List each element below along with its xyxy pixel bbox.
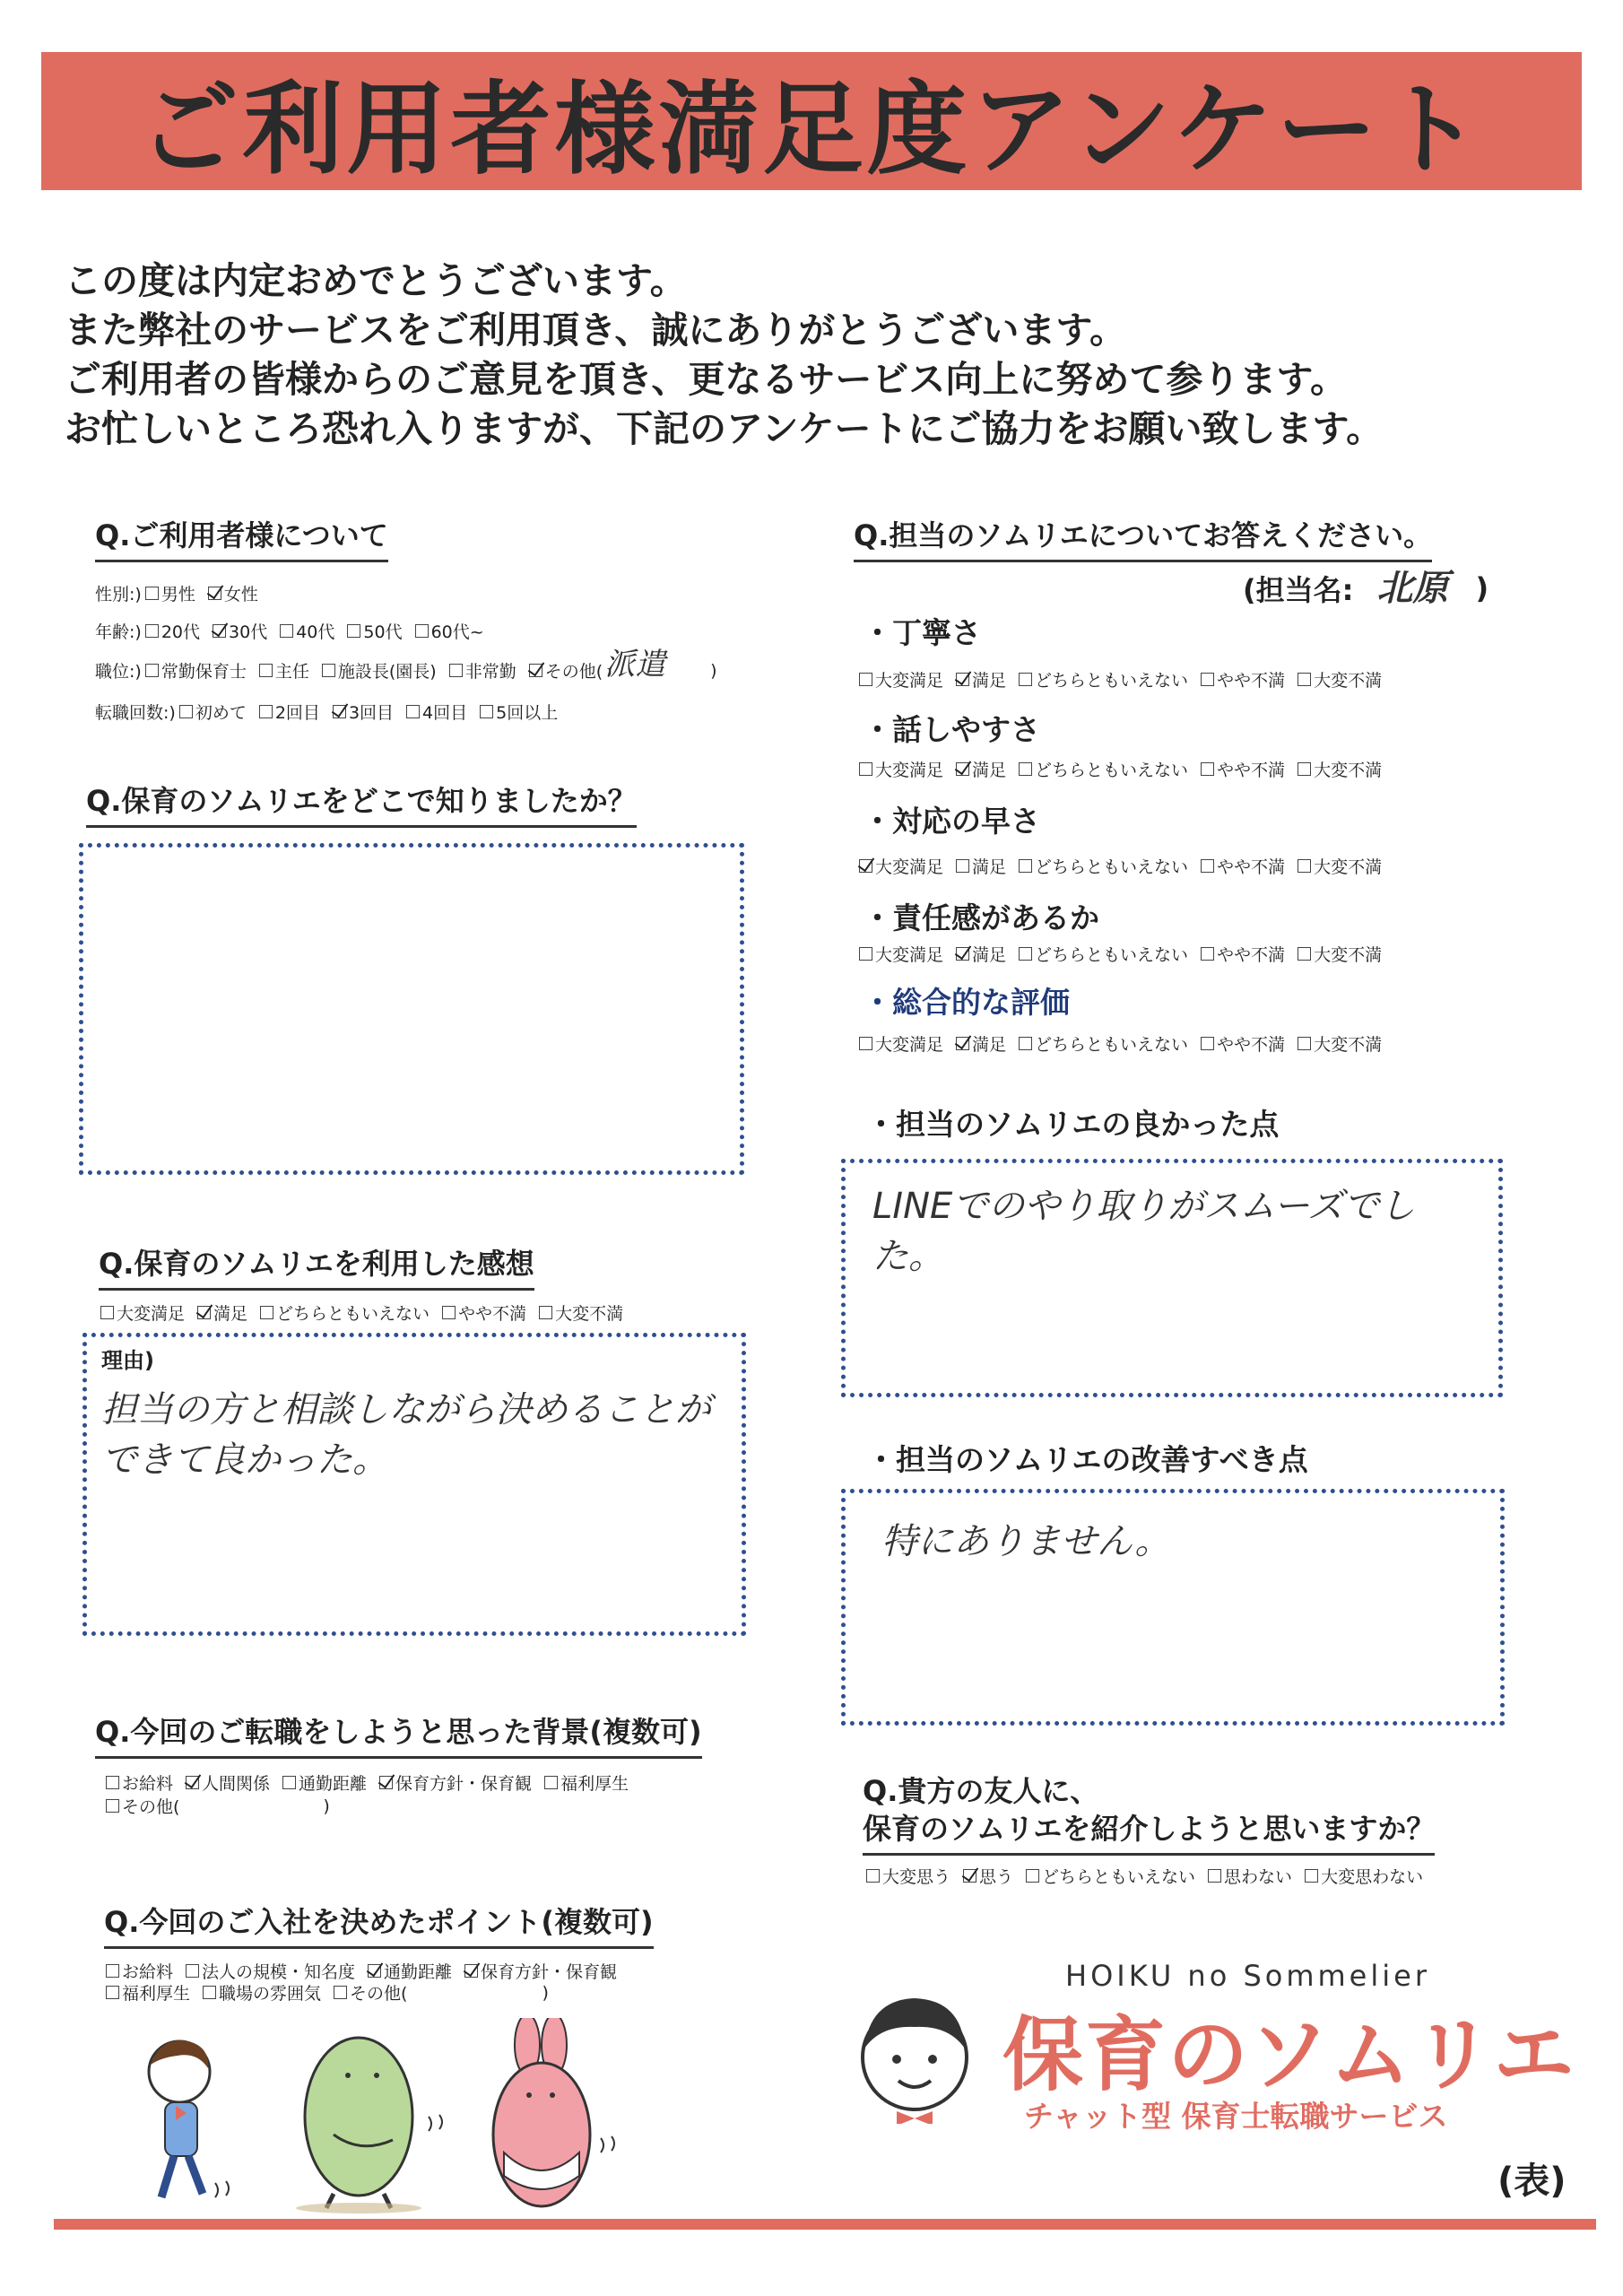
option-label: 60代~	[430, 622, 484, 642]
good-points-answer-box[interactable]	[841, 1159, 1503, 1397]
changes-row	[95, 700, 570, 724]
checkbox[interactable]	[282, 1776, 296, 1789]
checkbox[interactable]	[106, 1986, 119, 1999]
sommelier-heading: Q.担当のソムリエについてお答えください。	[854, 513, 1432, 562]
checkbox[interactable]	[280, 624, 293, 638]
impression-heading: Q.保育のソムリエを利用した感想	[99, 1241, 534, 1291]
option-label: 大変不満	[1314, 857, 1383, 877]
checkbox[interactable]	[1298, 859, 1311, 873]
recommend-heading-line2: 保育のソムリエを紹介しようと思いますか？	[863, 1806, 1435, 1856]
good-points-heading: ・担当のソムリエの良かった点	[866, 1107, 1280, 1142]
option-label: その他(	[544, 662, 603, 682]
checkbox[interactable]	[1298, 673, 1311, 686]
option-label: 通勤距離	[299, 1774, 368, 1794]
option-label: 4回目	[422, 703, 468, 723]
option-label: 通勤距離	[384, 1962, 453, 1982]
checkbox[interactable]	[106, 1964, 119, 1978]
footer-rule	[54, 2219, 1596, 2230]
checkbox[interactable]	[179, 705, 193, 718]
option-label: 大変不満	[555, 1304, 624, 1324]
checkbox[interactable]	[1026, 1869, 1039, 1883]
checkbox[interactable]	[100, 1306, 114, 1319]
option-label: 保育方針・保育観	[395, 1774, 533, 1794]
option-label: どちらともいえない	[1035, 857, 1189, 877]
checkbox[interactable]	[145, 587, 159, 600]
reason-line: 担当の方と相談しながら決めることが	[101, 1389, 711, 1431]
checkbox[interactable]	[145, 664, 159, 677]
checkbox[interactable]	[859, 1037, 872, 1050]
option-label: 福利厚生	[560, 1774, 629, 1794]
sommelier-name-value[interactable]: 北原	[1376, 568, 1449, 609]
improve-points-heading: ・担当のソムリエの改善すべき点	[866, 1442, 1308, 1477]
option-label: 50代	[363, 622, 403, 642]
paren-close: )	[542, 1982, 549, 2003]
checkbox[interactable]	[145, 624, 159, 638]
rating-options	[859, 757, 1394, 781]
reason-label: 理由)	[101, 1348, 154, 1373]
checkbox[interactable]	[333, 705, 346, 718]
option-label: 2回目	[274, 703, 320, 723]
checkbox[interactable]	[1298, 1037, 1311, 1050]
option-label: やや不満	[1217, 761, 1286, 780]
option-label: 満足	[972, 671, 1007, 691]
option-label: 大変不満	[1314, 761, 1383, 780]
option-label: 保育方針・保育観	[481, 1962, 618, 1982]
age-label: 年齢:)	[95, 622, 142, 642]
intro-text	[65, 257, 1571, 454]
title-banner	[41, 52, 1582, 190]
option-label: どちらともいえない	[1042, 1867, 1196, 1887]
recommend-options	[866, 1864, 1436, 1888]
option-label: お給料	[122, 1774, 174, 1794]
logo-face-icon	[843, 1980, 986, 2124]
checkbox[interactable]	[106, 1799, 119, 1813]
option-label: 大変満足	[875, 671, 944, 691]
option-label: その他(	[122, 1797, 180, 1817]
option-label: 法人の規模・知名度	[202, 1962, 356, 1982]
rabbit-character-icon	[493, 2018, 614, 2206]
checkbox[interactable]	[859, 762, 872, 776]
improve-points-answer: 特にありません。	[881, 1521, 1171, 1562]
decision-options-row2	[106, 1980, 561, 2005]
checkbox[interactable]	[1019, 947, 1032, 961]
paren-close: )	[323, 1796, 330, 1816]
background-heading: Q.今回のご転職をしようと思った背景(複数可)	[95, 1709, 702, 1759]
where-known-heading: Q.保育のソムリエをどこで知りましたか？	[86, 778, 637, 828]
option-label: 大変満足	[117, 1304, 186, 1324]
option-label: 女性	[223, 585, 258, 604]
position-row	[95, 646, 730, 683]
checkbox[interactable]	[106, 1776, 119, 1789]
reason-line: できて良かった。	[101, 1439, 388, 1481]
checkbox[interactable]	[539, 1306, 552, 1319]
option-label: 30代	[229, 622, 268, 642]
option-label: 施設長(園長)	[337, 662, 437, 682]
option-label: どちらともいえない	[1035, 1035, 1189, 1055]
checkbox[interactable]	[1208, 1869, 1221, 1883]
option-label: 大変不満	[1314, 1035, 1383, 1055]
checkbox[interactable]	[259, 705, 273, 718]
option-label: 満足	[972, 1035, 1007, 1055]
option-label: どちらともいえない	[1035, 761, 1189, 780]
checkbox[interactable]	[442, 1306, 456, 1319]
page-marker: (表)	[1497, 2161, 1567, 2202]
paren-close: )	[710, 660, 717, 681]
checkbox[interactable]	[322, 664, 335, 677]
sommelier-name-label: (担当名:	[1243, 573, 1354, 607]
page-title: ご利用者様満足度アンケート	[138, 71, 1485, 188]
checkbox[interactable]	[260, 1306, 273, 1319]
checkbox[interactable]	[347, 624, 360, 638]
option-label: 大変思わない	[1321, 1867, 1424, 1887]
gender-label: 性別:)	[95, 585, 142, 604]
checkbox[interactable]	[529, 664, 542, 677]
option-label: どちらともいえない	[1035, 945, 1189, 965]
checkbox[interactable]	[956, 673, 969, 686]
bean-character-icon	[296, 2038, 442, 2213]
checkbox[interactable]	[1298, 947, 1311, 961]
rating-item-title: ・対応の早さ	[863, 804, 1040, 839]
checkbox[interactable]	[415, 624, 429, 638]
sommelier-name-row	[1243, 563, 1488, 613]
checkbox[interactable]	[1201, 762, 1214, 776]
rating-item-title: ・総合的な評価	[863, 985, 1070, 1020]
checkbox[interactable]	[379, 1776, 393, 1789]
logo-name: 保育のソムリエ	[1002, 2008, 1576, 2102]
checkbox[interactable]	[859, 673, 872, 686]
recommend-heading-line1: Q.貴方の友人に、	[863, 1774, 1099, 1808]
gender-row	[95, 581, 271, 605]
intro-line: お忙しいところ恐れ入りますが、下記のアンケートにご協力をお願い致します。	[65, 407, 1384, 450]
option-label: 大変満足	[875, 945, 944, 965]
checkbox[interactable]	[449, 664, 463, 677]
checkbox[interactable]	[866, 1869, 880, 1883]
checkbox[interactable]	[213, 624, 226, 638]
checkbox[interactable]	[1201, 947, 1214, 961]
rating-options	[859, 667, 1394, 691]
rating-options	[859, 1031, 1394, 1056]
option-label: 大変満足	[875, 761, 944, 780]
checkbox[interactable]	[1201, 673, 1214, 686]
option-label: 満足	[972, 761, 1007, 780]
option-label: 20代	[161, 622, 201, 642]
intro-line: また弊社のサービスをご利用頂き、誠にありがとうございます。	[65, 309, 1127, 352]
checkbox[interactable]	[956, 762, 969, 776]
checkbox[interactable]	[1298, 762, 1311, 776]
checkbox[interactable]	[203, 1986, 216, 1999]
improve-points-answer-box[interactable]	[841, 1489, 1505, 1726]
checkbox[interactable]	[859, 947, 872, 961]
option-label: 男性	[161, 585, 195, 604]
option-label: 40代	[296, 622, 335, 642]
option-label: 思う	[979, 1867, 1014, 1887]
option-label: 5回以上	[496, 703, 559, 723]
rating-item-title: ・丁寧さ	[863, 615, 981, 650]
checkbox[interactable]	[1201, 1037, 1214, 1050]
checkbox[interactable]	[956, 947, 969, 961]
characters-illustration	[99, 2018, 628, 2217]
checkbox[interactable]	[956, 1037, 969, 1050]
option-label: 満足	[972, 945, 1007, 965]
checkbox[interactable]	[956, 859, 969, 873]
option-label: やや不満	[458, 1304, 527, 1324]
checkbox[interactable]	[1019, 859, 1032, 873]
user-heading: Q.ご利用者様について	[95, 513, 388, 562]
position-label: 職位:)	[95, 662, 142, 682]
option-label: 職場の雰囲気	[219, 1984, 322, 2004]
checkbox[interactable]	[1305, 1869, 1318, 1883]
background-options	[106, 1770, 641, 1795]
option-label: 初めて	[195, 703, 247, 723]
rating-options	[859, 854, 1394, 878]
option-label: 3回目	[348, 703, 395, 723]
impression-options	[100, 1300, 636, 1325]
checkbox[interactable]	[1019, 762, 1032, 776]
changes-label: 転職回数:)	[95, 703, 176, 723]
option-label: 大変思う	[882, 1867, 951, 1887]
option-label: 大変満足	[875, 857, 944, 877]
intro-line: この度は内定おめでとうございます。	[65, 259, 687, 302]
option-label: 大変不満	[1314, 945, 1383, 965]
checkbox[interactable]	[186, 1964, 199, 1978]
checkbox[interactable]	[334, 1986, 347, 1999]
decision-heading: Q.今回のご入社を決めたポイント(複数可)	[104, 1900, 654, 1949]
option-label: 非常勤	[464, 662, 516, 682]
decision-options-row1	[106, 1959, 629, 1983]
checkbox[interactable]	[197, 1306, 211, 1319]
checkbox[interactable]	[464, 1964, 478, 1978]
rating-item-title: ・責任感があるか	[863, 900, 1099, 935]
option-label: やや不満	[1217, 1035, 1286, 1055]
impression-reason-box[interactable]	[82, 1333, 746, 1636]
checkbox[interactable]	[1019, 1037, 1032, 1050]
option-label: 大変満足	[875, 1035, 944, 1055]
rating-options	[859, 942, 1394, 966]
logo-tagline: チャット型 保育士転職サービス	[1024, 2099, 1448, 2134]
boy-character-icon	[149, 2040, 229, 2197]
option-label: 思わない	[1224, 1867, 1293, 1887]
intro-line: ご利用者の皆様からのご意見を頂き、更なるサービス向上に努めて参ります。	[65, 358, 1348, 401]
option-label: やや不満	[1217, 857, 1286, 877]
option-label: その他(	[350, 1984, 408, 2004]
option-label: やや不満	[1217, 945, 1286, 965]
age-row	[95, 619, 497, 643]
option-label: やや不満	[1217, 671, 1286, 691]
background-other-row	[106, 1794, 343, 1818]
option-label: 満足	[972, 857, 1007, 877]
paren-close: )	[1475, 571, 1489, 605]
option-label: 主任	[274, 662, 309, 682]
checkbox[interactable]	[963, 1869, 976, 1883]
checkbox[interactable]	[406, 705, 420, 718]
checkbox[interactable]	[368, 1964, 381, 1978]
logo-subtitle: HOIKU no Sommelier	[1065, 1959, 1430, 1993]
rating-item-title: ・話しやすさ	[863, 712, 1040, 747]
checkbox[interactable]	[186, 1776, 199, 1789]
position-other-value[interactable]: 派遣	[604, 646, 666, 683]
checkbox[interactable]	[208, 587, 221, 600]
checkbox[interactable]	[1201, 859, 1214, 873]
option-label: どちらともいえない	[276, 1304, 430, 1324]
option-label: 常勤保育士	[161, 662, 247, 682]
option-label: 満足	[213, 1304, 248, 1324]
checkbox[interactable]	[1019, 673, 1032, 686]
option-label: 大変不満	[1314, 671, 1383, 691]
option-label: 福利厚生	[122, 1984, 191, 2004]
option-label: 人間関係	[202, 1774, 271, 1794]
checkbox[interactable]	[859, 859, 872, 873]
checkbox[interactable]	[544, 1776, 558, 1789]
checkbox[interactable]	[259, 664, 273, 677]
good-points-answer: LINEでのやり取りがスムーズでした。	[872, 1186, 1416, 1277]
where-known-answer-box[interactable]	[79, 843, 744, 1175]
option-label: どちらともいえない	[1035, 671, 1189, 691]
option-label: お給料	[122, 1962, 174, 1982]
checkbox[interactable]	[480, 705, 493, 718]
